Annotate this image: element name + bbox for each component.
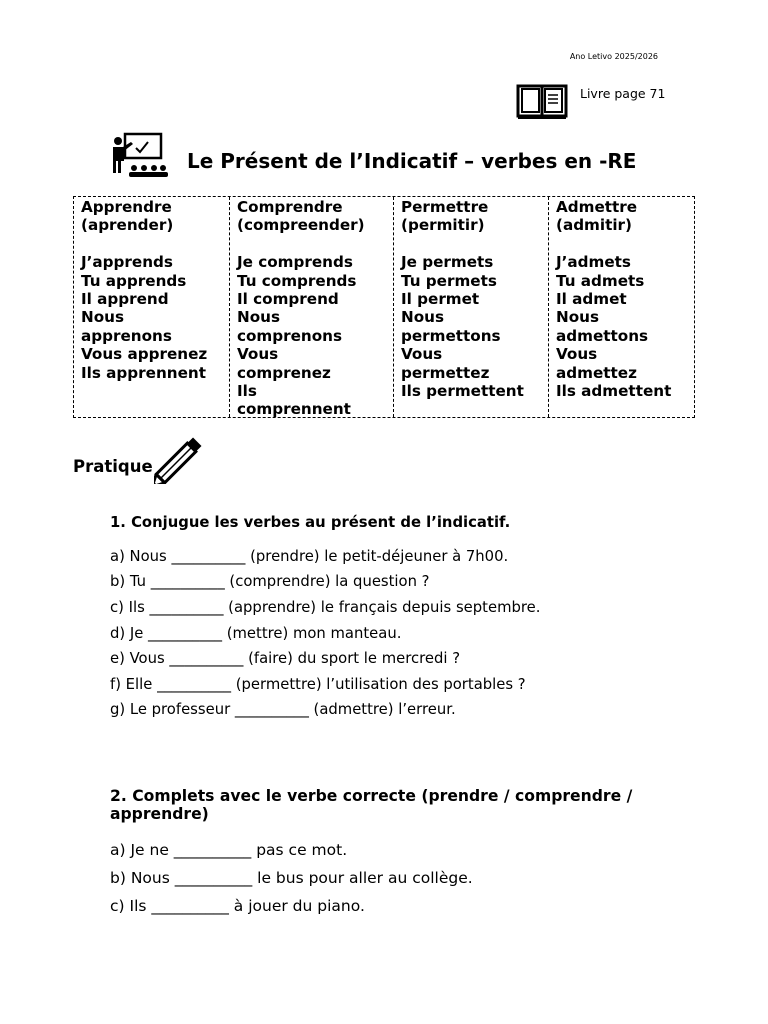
table-line: Ils	[237, 382, 257, 401]
conjugation-table	[73, 196, 695, 418]
teacher-at-board-icon	[112, 132, 168, 178]
exercise-2-item: c) Ils __________ à jouer du piano.	[110, 897, 365, 915]
table-line: Comprendre	[237, 198, 343, 216]
table-line: comprenons	[237, 326, 343, 345]
table-line: (aprender)	[81, 216, 174, 235]
table-spacer	[401, 235, 548, 253]
table-line: comprenez	[237, 363, 331, 382]
page-title: Le Présent de l’Indicatif – verbes en -RE	[187, 149, 637, 173]
table-spacer	[237, 235, 393, 253]
exercise-2-title: 2. Complets avec le verbe correcte (prendre / comprendre / apprendre)	[110, 787, 633, 823]
table-line: admettez	[556, 363, 637, 382]
exercise-1-item: e) Vous __________ (faire) du sport le mercredi ?	[110, 650, 461, 667]
table-line: Vous apprenez	[81, 345, 208, 364]
table-line: comprennent	[237, 400, 351, 419]
table-line: Nous	[556, 308, 599, 327]
exercise-1-title: 1. Conjugue les verbes au présent de l’indicatif.	[110, 514, 511, 531]
table-line: J’admets	[556, 253, 631, 272]
table-line: Tu admets	[556, 271, 645, 290]
exercise-2-item: b) Nous __________ le bus pour aller au collège.	[110, 869, 473, 887]
school-year: Ano Letivo 2025/2026	[569, 52, 658, 61]
pencil-icon	[154, 432, 208, 484]
practice-heading: Pratique	[73, 457, 153, 476]
conjugation-column-permettre	[393, 197, 548, 417]
table-line: Il apprend	[81, 290, 169, 309]
table-line: Nous	[81, 308, 124, 327]
table-line: apprenons	[81, 326, 172, 345]
exercise-2-item: a) Je ne __________ pas ce mot.	[110, 841, 348, 859]
conjugation-column-comprendre	[229, 197, 393, 417]
open-book-icon	[516, 83, 568, 121]
table-line: Permettre	[401, 198, 489, 216]
exercise-1-item: c) Ils __________ (apprendre) le français depuis septembre.	[110, 599, 541, 616]
table-line: permettons	[401, 326, 501, 345]
table-line: Je comprends	[237, 253, 353, 272]
table-line: Ils admettent	[556, 382, 672, 401]
table-line: J’apprends	[81, 253, 173, 272]
table-line: (permitir)	[401, 216, 485, 235]
table-line: Il comprend	[237, 290, 339, 309]
table-line: Il admet	[556, 290, 627, 309]
table-line: Ils apprennent	[81, 363, 206, 382]
table-line: Je permets	[401, 253, 494, 272]
table-line: Tu comprends	[237, 271, 357, 290]
table-spacer	[81, 235, 229, 253]
exercise-1-item: d) Je __________ (mettre) mon manteau.	[110, 625, 402, 642]
book-page-reference: Livre page 71	[580, 86, 666, 101]
table-line: Vous	[401, 345, 443, 364]
exercise-1-item: f) Elle __________ (permettre) l’utilisation des portables ?	[110, 676, 526, 693]
table-line: Il permet	[401, 290, 480, 309]
table-line: Nous	[401, 308, 444, 327]
exercise-1-item: g) Le professeur __________ (admettre) l’erreur.	[110, 701, 456, 718]
table-line: Admettre	[556, 198, 638, 216]
exercise-1-item: a) Nous __________ (prendre) le petit-déjeuner à 7h00.	[110, 548, 509, 565]
table-line: Tu apprends	[81, 271, 187, 290]
table-line: (admitir)	[556, 216, 632, 235]
table-line: permettez	[401, 363, 490, 382]
conjugation-column-apprendre	[74, 197, 229, 417]
table-line: Vous	[237, 345, 279, 364]
table-spacer	[556, 235, 694, 253]
conjugation-column-admettre	[548, 197, 694, 417]
table-line: Ils permettent	[401, 382, 524, 401]
exercise-1-item: b) Tu __________ (comprendre) la question ?	[110, 573, 430, 590]
table-line: admettons	[556, 326, 649, 345]
table-line: Vous	[556, 345, 598, 364]
table-line: Apprendre	[81, 198, 172, 216]
table-line: (compreender)	[237, 216, 365, 235]
table-line: Nous	[237, 308, 280, 327]
table-line: Tu permets	[401, 271, 497, 290]
